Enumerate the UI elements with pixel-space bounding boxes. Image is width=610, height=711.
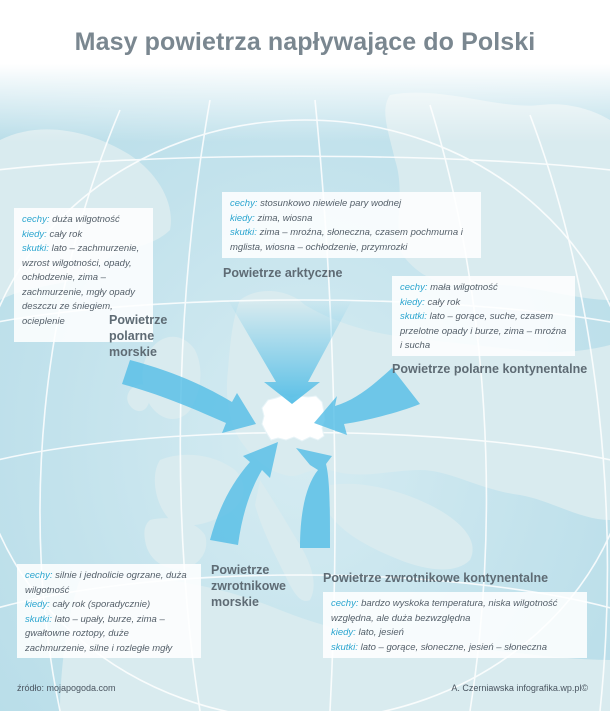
info-box-tropical-continental [323,592,587,658]
cechy-key: cechy: [230,198,258,209]
skutki-key: skutki: [331,641,358,653]
kiedy-value: zima, wiosna [257,212,313,224]
info-box-polar-continental [392,276,575,356]
cechy-value: silnie i jednolicie ogrzane, duża wilgotność [25,570,187,596]
skutki-value: zima – mroźna, słoneczna, czasem pochmurna i mglista, wiosna – ochłodzenie, przymrozki [230,227,463,253]
label-tropical-maritime: Powietrze zwrotnikowe morskie [211,563,287,609]
kiedy-key: kiedy: [230,212,255,224]
info-box-tropical-maritime [17,564,201,658]
page-title: Masy powietrza napływające do Polski [74,28,536,56]
cechy-value: stosunkowo niewiele pary wodnej [260,198,402,209]
label-polar-maritime: Powietrze polarne morskie [109,313,168,359]
cechy-value: bardzo wyskoka temperatura, niska wilgotność względna, ale duża bezwzględna [331,598,558,624]
label-polar-continental: Powietrze polarne kontynentalne [392,362,588,376]
skutki-value: lato – upały, burze, zima – gwałtowne roztopy, duże zachmurzenie, silne i rozległe mgły [25,613,173,654]
kiedy-value: cały rok [49,228,83,240]
cechy-key: cechy: [25,570,53,581]
skutki-value: lato – gorące, suche, czasem przelotne opady i burze, zima – mroźna i sucha [400,311,567,351]
label-arctic: Powietrze arktyczne [223,266,343,280]
skutki-key: skutki: [230,227,257,238]
skutki-key: skutki: [22,243,49,254]
kiedy-key: kiedy: [400,296,425,308]
info-box-arctic [222,192,481,258]
source-credit: źródło: mojapogoda.com [17,683,116,693]
skutki-value: lato – zachmurzenie, wzrost wilgotności, opady, ochłodzenie, zima – zachmurzenie, mgły opady deszczu ze śniegiem, ocieplenie [22,243,140,327]
cechy-key: cechy: [331,598,359,609]
kiedy-value: cały rok (sporadycznie) [52,599,151,610]
skutki-key: skutki: [400,311,427,322]
cechy-key: cechy: [400,282,428,293]
kiedy-key: kiedy: [25,599,50,610]
cechy-value: duża wilgotność [52,214,120,225]
skutki-value: lato – gorące, słoneczne, jesień – słoneczna [360,641,548,653]
label-tropical-continental: Powietrze zwrotnikowe kontynentalne [323,571,549,585]
kiedy-value: cały rok [427,296,461,308]
kiedy-value: lato, jesień [358,627,404,638]
kiedy-key: kiedy: [331,627,356,638]
author-credit: A. Czerniawska infografika.wp.pl© [451,683,588,693]
cechy-value: mała wilgotność [430,282,498,293]
cechy-key: cechy: [22,214,50,225]
skutki-key: skutki: [25,613,52,625]
kiedy-key: kiedy: [22,228,47,240]
